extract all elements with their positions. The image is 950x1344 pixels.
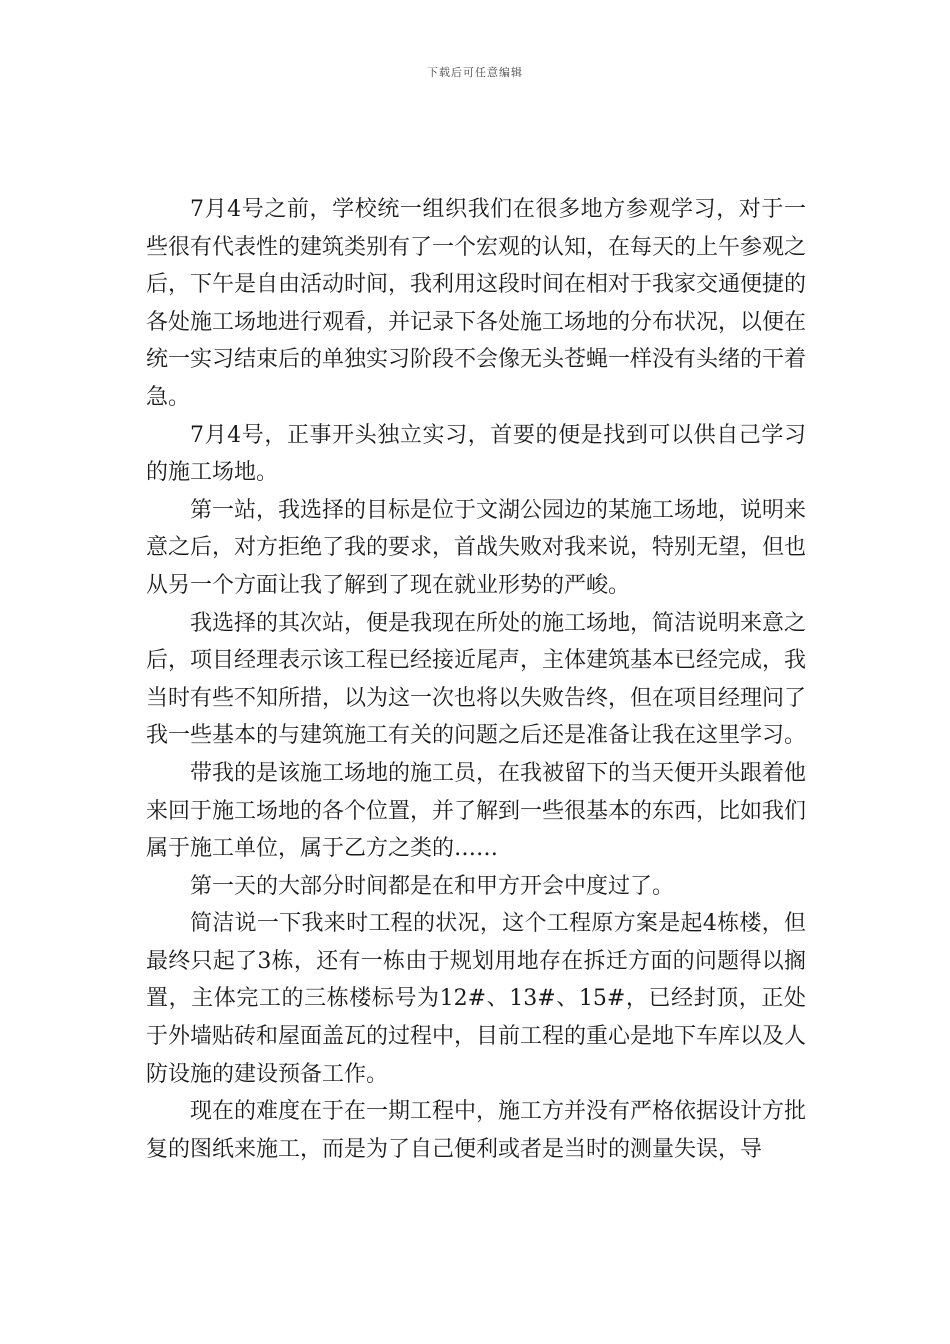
paragraph: 带我的是该施工场地的施工员，在我被留下的当天便开头跟着他来回于施工场地的各个位置，并了解到一些很基本的东西，比如我们属于施工单位，属于乙方之类的…… <box>146 760 807 862</box>
document-body <box>146 191 806 1168</box>
paragraph: 现在的难度在于在一期工程中，施工方并没有严格依据设计方批复的图纸来施工，而是为了自己便利或者是当时的测量失误，导 <box>146 1099 807 1162</box>
paragraph: 第一天的大部分时间都是在和甲方开会中度过了。 <box>190 873 675 899</box>
paragraph: 简洁说一下我来时工程的状况，这个工程原方案是起4栋楼，但最终只起了3栋，还有一栋由于规划用地存在拆迁方面的问题得以搁置，主体完工的三栋楼标号为12#、13#、15#，已经封顶，正处于外墙贴砖和屋面盖瓦的过程中，目前工程的重心是地下车库以及人防设施的建设预备工作。 <box>146 911 807 1087</box>
paragraph: 7月4号，正事开头独立实习，首要的便是找到可以供自己学习的施工场地。 <box>146 422 806 486</box>
paragraph: 第一站，我选择的目标是位于文湖公园边的某施工场地，说明来意之后，对方拒绝了我的要求，首战失败对我来说，特别无望，但也从另一个方面让我了解到了现在就业形势的严峻。 <box>146 497 807 598</box>
paragraph: 7月4号之前，学校统一组织我们在很多地方参观学习，对于一些很有代表性的建筑类别有了一个宏观的认知，在每天的上午参观之后，下午是自由活动时间，我利用这段时间在相对于我家交通便捷的各处施工场地进行观看，并记录下各处施工场地的分布状况，以便在统一实习结束后的单独实习阶段不会像无头苍蝇一样没有头绪的干着急。 <box>146 197 807 410</box>
page-header: 下载后可任意编辑 <box>427 66 523 79</box>
paragraph: 我选择的其次站，便是我现在所处的施工场地，简洁说明来意之后，项目经理表示该工程已经接近尾声，主体建筑基本已经完成，我当时有些不知所措，以为这一次也将以失败告终，但在项目经理问了我一些基本的与建筑施工有关的问题之后还是准备让我在这里学习。 <box>146 610 807 749</box>
